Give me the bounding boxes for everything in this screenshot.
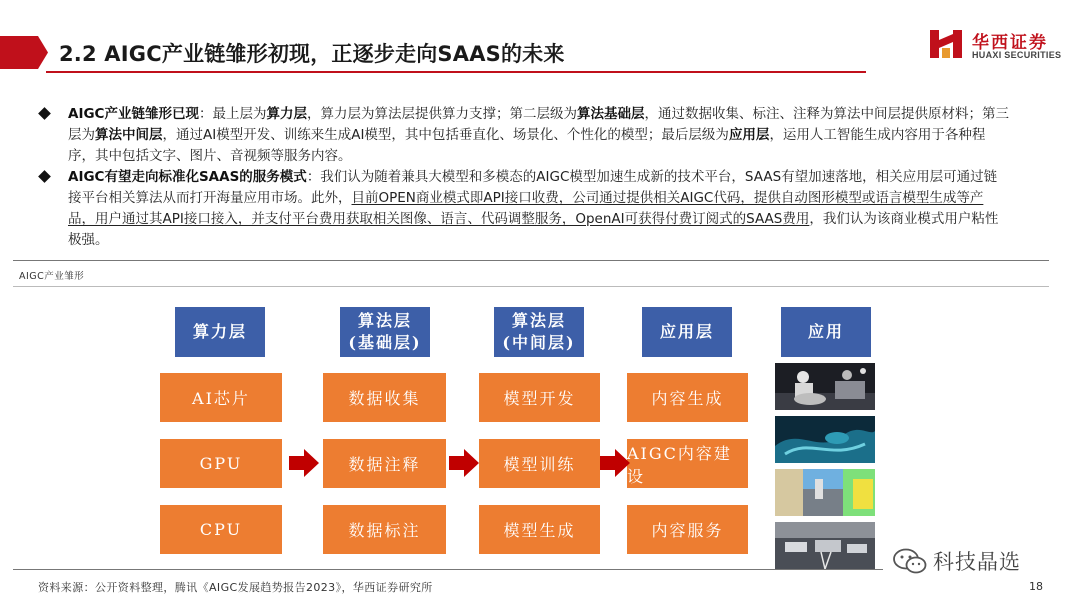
bullet-segment: ，运用人工智能生成内容用于各种程序，其中包括文字、图片、音视频等服务内容。 bbox=[68, 127, 986, 164]
layer-header-line: 算法层 bbox=[511, 311, 566, 330]
figure-caption-rule bbox=[13, 286, 1049, 287]
layer-header-line: (基础层) bbox=[348, 333, 422, 352]
bullet-list bbox=[40, 104, 1010, 251]
flow-arrow-icon bbox=[289, 449, 319, 477]
huaxi-logo-icon bbox=[928, 26, 964, 62]
bullet-keyword: 算法基础层 bbox=[576, 106, 645, 122]
layer-header-line: 应用层 bbox=[659, 322, 714, 341]
chain-box: 模型生成 bbox=[479, 505, 600, 554]
page-title: 2.2 AIGC产业链雏形初现，正逐步走向SAAS的未来 bbox=[59, 42, 565, 66]
figure-top-rule bbox=[13, 260, 1049, 261]
bullet-segment: ，我们认为该商业模式用户粘性极强。 bbox=[68, 211, 999, 248]
bullet-segment: ：我们认为随着兼具大模型和多模态的AIGC模型加速生成新的技术平台，SAAS有望加速落地，相关应用层可通过链接平台相关算法从而打开海量应用市场。此外， bbox=[68, 169, 998, 206]
layer-header-application bbox=[642, 307, 732, 357]
wechat-icon bbox=[893, 548, 927, 574]
bullet-keyword: AIGC产业链雏形已现 bbox=[68, 106, 199, 122]
bullet-text bbox=[68, 106, 1009, 164]
chain-box: CPU bbox=[160, 505, 282, 554]
bullet-keyword: 算力层 bbox=[266, 106, 307, 122]
app-image-ai-video bbox=[775, 416, 875, 463]
diamond-bullet-icon bbox=[38, 170, 51, 183]
chain-box: GPU bbox=[160, 439, 282, 488]
logo-text-en: HUAXI SECURITIES bbox=[972, 50, 1062, 60]
bullet-keyword: 应用层 bbox=[728, 127, 770, 143]
diamond-bullet-icon bbox=[38, 107, 51, 120]
bullet-segment: ：最上层为 bbox=[198, 106, 267, 122]
app-image-ai-simulation bbox=[775, 469, 875, 516]
layer-header-compute bbox=[175, 307, 265, 357]
bullet-segment: ，通过AI模型开发、训练来生成AI模型，其中包括垂直化、场景化、个性化的模型；最后层级为 bbox=[162, 127, 729, 143]
watermark-text: 科技晶选 bbox=[933, 550, 1021, 574]
chain-box: 内容生成 bbox=[627, 373, 748, 422]
figure-caption: AIGC产业雏形 bbox=[19, 271, 85, 282]
title-underline bbox=[46, 71, 866, 73]
chain-box: 数据收集 bbox=[323, 373, 446, 422]
apps-header-label: 应用 bbox=[807, 322, 844, 341]
chain-box: 模型开发 bbox=[479, 373, 600, 422]
title-accent-tab bbox=[0, 36, 48, 69]
bullet-keyword: AIGC有望走向标准化SAAS的服务模式 bbox=[68, 169, 307, 185]
chain-box: AIGC内容建设 bbox=[627, 439, 748, 488]
bullet-segment: ，算力层为算法层提供算力支撑；第二层级为 bbox=[306, 106, 577, 122]
page-number: 18 bbox=[1029, 580, 1043, 593]
company-logo bbox=[928, 26, 1068, 66]
bullet-segment: 目前OPEN商业模式即API接口收费，公司通过提供相关AIGC代码，提供自动图形模型或语言模型生成等产品，用户通过其API接口接入，并支付平台费用获取相关图像、语言、代码调整服务，OpenAI可获得付费订阅式的SAAS费用 bbox=[68, 190, 984, 227]
source-note: 资料来源：公开资料整理，腾讯《AIGC发展趋势报告2023》，华西证券研究所 bbox=[38, 581, 433, 594]
flow-arrow-icon bbox=[600, 449, 630, 477]
layer-header-algorithm-base bbox=[340, 307, 430, 357]
figure-bottom-rule bbox=[13, 569, 883, 570]
chain-box: 数据标注 bbox=[323, 505, 446, 554]
chain-box: 数据注释 bbox=[323, 439, 446, 488]
apps-header bbox=[781, 307, 871, 357]
bullet-segment: ，通过数据收集、标注、注释为算法中间层提供原材料；第三层为 bbox=[68, 106, 1009, 143]
app-image-ai-painting bbox=[775, 363, 875, 410]
watermark bbox=[893, 546, 1021, 576]
app-image-autonomous-driving bbox=[775, 522, 875, 569]
bullet-item bbox=[40, 104, 1010, 167]
layer-header-algorithm-middle bbox=[494, 307, 584, 357]
chain-box: 模型训练 bbox=[479, 439, 600, 488]
logo-text-cn: 华西证券 bbox=[972, 33, 1048, 53]
bullet-text bbox=[68, 169, 998, 248]
layer-header-line: (中间层) bbox=[502, 333, 576, 352]
layer-header-line: 算力层 bbox=[192, 322, 247, 341]
bullet-item bbox=[40, 167, 1010, 251]
bullet-keyword: 算法中间层 bbox=[95, 127, 163, 143]
layer-header-line: 算法层 bbox=[357, 311, 412, 330]
chain-box: AI芯片 bbox=[160, 373, 282, 422]
flow-arrow-icon bbox=[449, 449, 479, 477]
chain-box: 内容服务 bbox=[627, 505, 748, 554]
